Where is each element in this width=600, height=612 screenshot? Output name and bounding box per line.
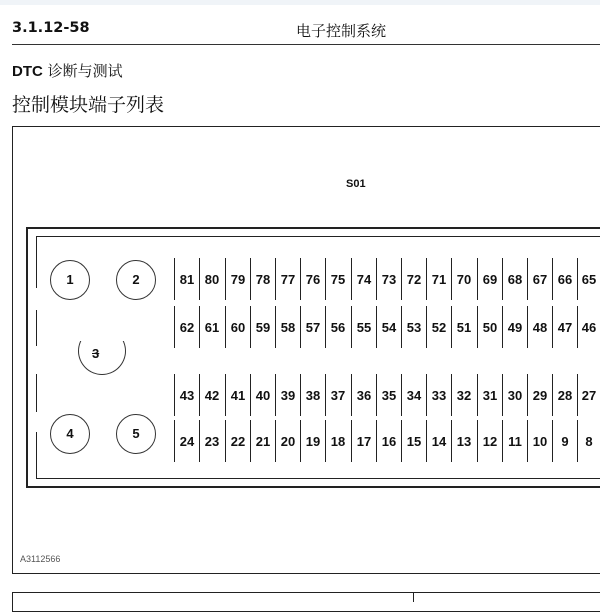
terminal-57: 57 — [300, 306, 325, 348]
terminal-61: 61 — [199, 306, 224, 348]
terminal-59: 59 — [250, 306, 275, 348]
terminal-67: 67 — [527, 258, 552, 300]
terminal-46: 46 — [577, 306, 600, 348]
terminal-72: 72 — [401, 258, 426, 300]
terminal-71: 71 — [426, 258, 451, 300]
header-title: 电子控制系统 — [296, 22, 387, 40]
terminal-50: 50 — [477, 306, 502, 348]
section-code: DTC — [12, 63, 43, 80]
terminal-51: 51 — [451, 306, 476, 348]
terminal-14: 14 — [426, 420, 451, 462]
table-top-edge — [12, 592, 600, 612]
connector-outline-gap — [33, 346, 39, 374]
section-title: 诊断与测试 — [42, 62, 123, 80]
terminal-60: 60 — [225, 306, 250, 348]
terminal-55: 55 — [351, 306, 376, 348]
terminal-12: 12 — [477, 420, 502, 462]
round-pin-2: 2 — [116, 260, 156, 300]
terminal-65: 65 — [577, 258, 600, 300]
round-pin-1: 1 — [50, 260, 90, 300]
terminal-81: 81 — [174, 258, 199, 300]
terminal-20: 20 — [275, 420, 300, 462]
terminal-35: 35 — [376, 374, 401, 416]
terminal-13: 13 — [451, 420, 476, 462]
terminal-37: 37 — [325, 374, 350, 416]
terminal-24: 24 — [174, 420, 199, 462]
terminal-30: 30 — [502, 374, 527, 416]
terminal-9: 9 — [552, 420, 577, 462]
terminal-28: 28 — [552, 374, 577, 416]
section-heading — [12, 60, 123, 81]
round-pin-3-label: 3 — [92, 346, 100, 361]
terminal-40: 40 — [250, 374, 275, 416]
terminal-21: 21 — [250, 420, 275, 462]
terminal-39: 39 — [275, 374, 300, 416]
terminal-15: 15 — [401, 420, 426, 462]
connector-outline-gap — [33, 288, 39, 310]
terminal-66: 66 — [552, 258, 577, 300]
terminal-62: 62 — [174, 306, 199, 348]
terminal-48: 48 — [527, 306, 552, 348]
page-subtitle: 控制模块端子列表 — [12, 94, 165, 116]
terminal-56: 56 — [325, 306, 350, 348]
round-pin-4: 4 — [50, 414, 90, 454]
terminal-11: 11 — [502, 420, 527, 462]
terminal-36: 36 — [351, 374, 376, 416]
terminal-75: 75 — [325, 258, 350, 300]
terminal-58: 58 — [275, 306, 300, 348]
terminal-53: 53 — [401, 306, 426, 348]
terminal-19: 19 — [300, 420, 325, 462]
terminal-23: 23 — [199, 420, 224, 462]
terminal-31: 31 — [477, 374, 502, 416]
terminal-43: 43 — [174, 374, 199, 416]
terminal-80: 80 — [199, 258, 224, 300]
top-bar — [0, 0, 600, 5]
round-pin-3-outline — [78, 341, 126, 375]
terminal-18: 18 — [325, 420, 350, 462]
terminal-41: 41 — [225, 374, 250, 416]
header-rule — [12, 44, 600, 45]
terminal-78: 78 — [250, 258, 275, 300]
terminal-52: 52 — [426, 306, 451, 348]
figure-id: A3112566 — [20, 554, 61, 564]
terminal-47: 47 — [552, 306, 577, 348]
terminal-76: 76 — [300, 258, 325, 300]
terminal-32: 32 — [451, 374, 476, 416]
terminal-54: 54 — [376, 306, 401, 348]
terminal-27: 27 — [577, 374, 600, 416]
terminal-42: 42 — [199, 374, 224, 416]
terminal-22: 22 — [225, 420, 250, 462]
round-pin-5: 5 — [116, 414, 156, 454]
terminal-68: 68 — [502, 258, 527, 300]
terminal-69: 69 — [477, 258, 502, 300]
terminal-74: 74 — [351, 258, 376, 300]
terminal-79: 79 — [225, 258, 250, 300]
terminal-73: 73 — [376, 258, 401, 300]
terminal-77: 77 — [275, 258, 300, 300]
terminal-16: 16 — [376, 420, 401, 462]
terminal-10: 10 — [527, 420, 552, 462]
terminal-8: 8 — [577, 420, 600, 462]
terminal-34: 34 — [401, 374, 426, 416]
terminal-33: 33 — [426, 374, 451, 416]
connector-label: S01 — [346, 178, 366, 190]
terminal-29: 29 — [527, 374, 552, 416]
terminal-49: 49 — [502, 306, 527, 348]
terminal-38: 38 — [300, 374, 325, 416]
terminal-70: 70 — [451, 258, 476, 300]
connector-outline-gap — [33, 412, 39, 432]
round-pin-3 — [78, 341, 126, 383]
page-number: 3.1.12-58 — [12, 20, 90, 36]
terminal-17: 17 — [351, 420, 376, 462]
